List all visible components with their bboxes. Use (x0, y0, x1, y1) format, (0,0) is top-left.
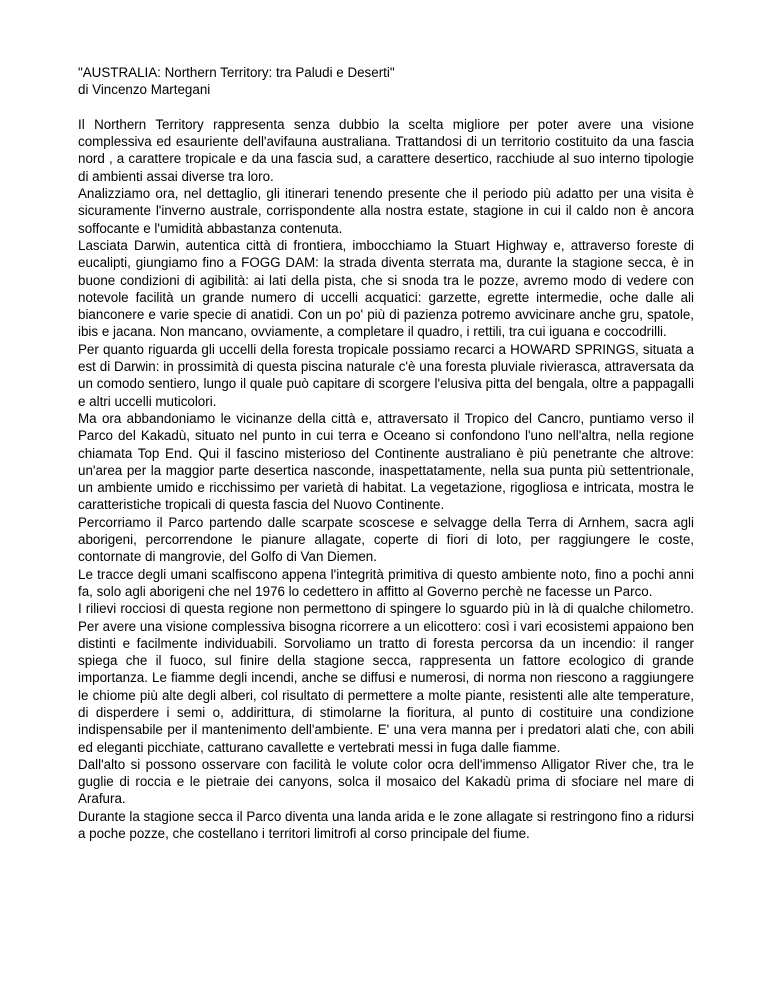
paragraph: Le tracce degli umani scalfiscono appena l'integrità primitiva di questo ambiente noto, fino a pochi anni fa, solo agli aborigeni che nel 1976 lo cedettero in affitto al Governo perchè ne facesse un Parco. (78, 566, 694, 599)
paragraph: Ma ora abbandoniamo le vicinanze della città e, attraversato il Tropico del Cancro, puntiamo verso il Parco del Kakadù, situato nel punto in cui terra e Oceano si confondono l'uno nell'altra, nella regione chiamata Top End. Qui il fascino misterioso del Continente australiano è più penetrante che altrove: un'area per la maggior parte desertica nasconde, inaspettatamente, nella sua punta più settentrionale, un ambiente umido e ricchissimo per varietà di habitat. La vegetazione, rigogliosa e intricata, mostra le caratteristiche tropicali di questa fascia del Nuovo Continente. (78, 410, 694, 513)
paragraph: I rilievi rocciosi di questa regione non permettono di spingere lo sguardo più in là di qualche chilometro. Per avere una visione complessiva bisogna ricorrere a un elicottero: così i vari ecosistemi appaiono ben distinti e facilmente individuabili. Sorvoliamo un tratto di foresta percorsa da un incendio: il ranger spiega che il fuoco, sul finire della stagione secca, rappresenta un fattore ecologico di grande importanza. Le fiamme degli incendi, anche se diffusi e numerosi, di norma non riescono a raggiungere le chiome più alte degli alberi, col risultato di permettere a molte piante, resistenti alle alte temperature, di disperdere i semi o, addirittura, di stimolarne la fioritura, al punto di costituire una condizione indispensabile per il mantenimento dell'ambiente. E' una vera manna per i predatori alati che, con abili ed eleganti picchiate, catturano cavallette e vertebrati messi in fuga dalle fiamme. (78, 601, 694, 755)
document-page (78, 64, 694, 842)
paragraph: Percorriamo il Parco partendo dalle scarpate scoscese e selvagge della Terra di Arnhem, sacra agli aborigeni, percorrendone le pianure allagate, coperte di fiori di loto, per raggiungere le coste, contornate di mangrovie, del Golfo di Van Diemen. (78, 514, 694, 565)
blank-line (78, 99, 694, 116)
paragraph: Il Northern Territory rappresenta senza dubbio la scelta migliore per poter avere una visione complessiva ed esauriente dell'avifauna australiana. Trattandosi di un territorio costituito da una fascia nord , a carattere tropicale e da una fascia sud, a carattere desertico, racchiude al suo interno tipologie di ambienti assai diverse tra loro. (78, 116, 694, 184)
paragraph: Per quanto riguarda gli uccelli della foresta tropicale possiamo recarci a HOWARD SPRINGS, situata a est di Darwin: in prossimità di questa piscina naturale c'è una foresta pluviale rivierasca, attraversata da un comodo sentiero, lungo il quale può capitare di scorgere l'elusiva pitta del bengala, oltre a pappagalli e altri uccelli muticolori. (78, 341, 694, 409)
paragraph: Analizziamo ora, nel dettaglio, gli itinerari tenendo presente che il periodo più adatto per una visita è sicuramente l'inverno australe, corrispondente alla nostra estate, stagione in cui il caldo non è ancora soffocante e l'umidità abbastanza contenuta. (78, 186, 694, 236)
paragraph: Dall'alto si possono osservare con facilità le volute color ocra dell'immenso Alligator River che, tra le guglie di roccia e le pietraie dei canyons, solca il mosaico del Kakadù prima di sfociare nel mare di Arafura. (78, 756, 694, 807)
paragraph: Lasciata Darwin, autentica città di frontiera, imbocchiamo la Stuart Highway e, attraverso foreste di eucalipti, giungiamo fino a FOGG DAM: la strada diventa sterrata ma, durante la stagione secca, è in buone condizioni di agibilità: ai lati della pista, che si snoda tra le pozze, avremo modo di vedere con notevole facilità un grande numero di uccelli acquatici: garzette, egrette intermedie, oche dalle ali bianconere e varie specie di anatidi. Con un po' più di pazienza potremo avvicinare anche gru, spatole, ibis e jacana. Non mancano, ovviamente, a completare il quadro, i rettili, tra cui iguana e coccodrilli. (78, 237, 694, 340)
document-author: di Vincenzo Martegani (78, 82, 211, 98)
paragraph: Durante la stagione secca il Parco diventa una landa arida e le zone allagate si restringono fino a ridursi a poche pozze, che costellano i territori limitrofi al corso principale del fiume. (78, 808, 694, 842)
document-title: "AUSTRALIA: Northern Territory: tra Paludi e Deserti" (78, 65, 395, 80)
